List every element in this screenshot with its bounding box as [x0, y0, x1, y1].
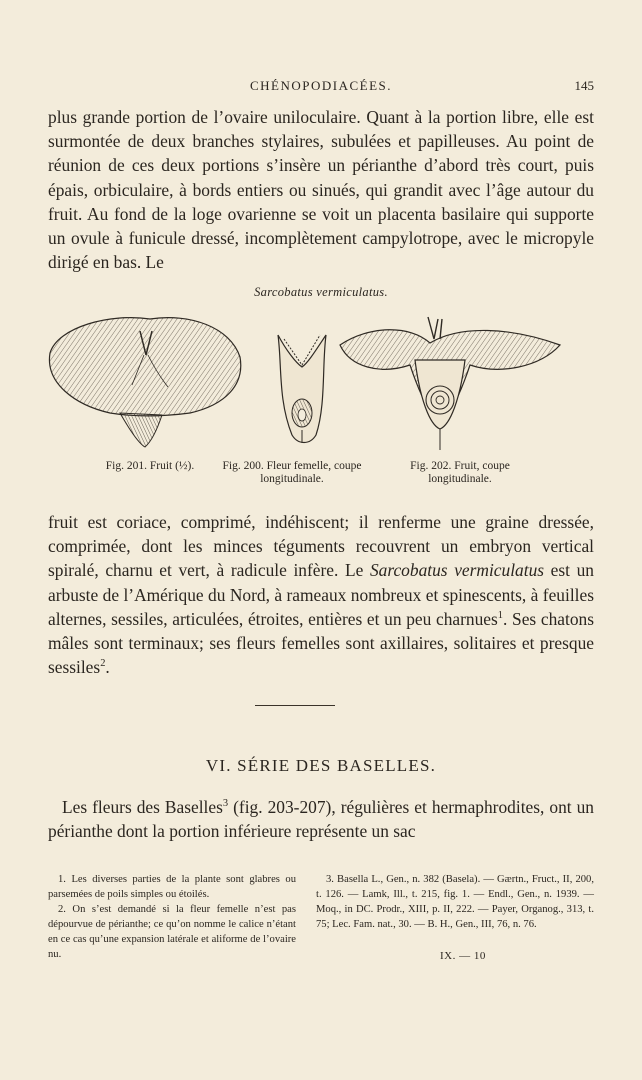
paragraph-3-part-a: Les fleurs des Baselles: [62, 797, 223, 817]
paragraph-1: plus grande portion de l’ovaire uniloculaire. Quant à la portion libre, elle est surmontée de deux branches stylaires, subulées et papilleuses. Au point de réunion de ces deux portions s’insère un périanthe d’abord très court, puis épais, orbiculaire, à bords entiers ou sinués, qui grandit avec l’âge autour du fruit. Au fond de la loge ovarienne se voit un placenta basilaire qui supporte un ovule à funicule dressé, incomplètement campylotrope, avec le micropyle dirigé en bas. Le: [48, 107, 594, 273]
footnotes-left-column: [48, 872, 296, 962]
paragraph-2-part-c: . Ses chatons mâles sont terminaux; ses fleurs femelles sont axillaires, solitaires et presque sessiles: [48, 608, 594, 678]
paragraph-2-part-a: fruit est coriace, comprimé, indéhiscent; il renferme une graine dressée, comprimée, dont les minces téguments recouvrent un embryon vertical spiralé, charnu et vert, à radicule infère. Le: [48, 512, 594, 581]
section-divider: [255, 705, 335, 706]
species-caption: Sarcobatus vermiculatus.: [254, 285, 388, 299]
page-number: 145: [574, 78, 594, 93]
footnote-3: 3. Basella L., Gen., n. 382 (Basela). — Gærtn., Fruct., II, 200, t. 126. — Lamk, Ill., t. 215, fig. 1. — Endl., Gen., n. 1939. — Moq., in DC. Prodr., XIII, p. II, 222. — Payer, Organog., 313, t. 75; Lec. Fam. nat., 30. — B. H., Gen., III, 76, n. 76.: [316, 874, 594, 930]
paragraph-3: [48, 795, 594, 843]
caption-fig-202: Fig. 202. Fruit, coupe longitudinale.: [410, 460, 510, 485]
botanical-figure: [40, 305, 602, 455]
fig-202-fruit-section-drawing: [340, 317, 560, 450]
fig-200-flower-drawing: [278, 335, 326, 443]
section-title: VI. SÉRIE DES BASELLES.: [205, 756, 437, 775]
footnote-ref-3: 3: [222, 798, 229, 810]
fig-201-fruit-drawing: [49, 318, 240, 447]
caption-fig-200: Fig. 200. Fleur femelle, coupe longitudinale.: [222, 460, 362, 485]
footnote-ref-2: 2: [100, 658, 106, 670]
paragraph-2-part-b: est un arbuste de l’Amérique du Nord, à rameaux nombreux et spinescents, à feuilles alternes, sessiles, articulées, étroites, entières et un peu charnues: [48, 560, 594, 629]
running-head: [48, 78, 594, 98]
footnotes-right-column: [316, 872, 594, 932]
paragraph-2: [48, 510, 594, 679]
species-name: Sarcobatus vermiculatus: [369, 560, 545, 581]
footnote-1: 1. Les diverses parties de la plante sont glabres ou parsemées de poils simples ou étoilés.: [48, 874, 296, 900]
paragraph-2-part-d: .: [105, 657, 110, 678]
paragraph-3-part-b: (fig. 203-207), régulières et hermaphrodites, ont un périanthe dont la portion inférieure représente un sac: [48, 797, 594, 842]
caption-fig-201: Fig. 201. Fruit (½).: [105, 460, 195, 472]
signature-mark: IX. — 10: [440, 950, 486, 962]
footnote-ref-1: 1: [497, 610, 504, 622]
footnote-2: 2. On s’est demandé si la fleur femelle n’est pas dépourvue de périanthe; ce qu’on nomme le calice n’étant en ce cas qu’une expansion latérale et aliforme de l’ovaire nu.: [48, 904, 296, 960]
running-title: CHÉNOPODIACÉES.: [249, 78, 393, 93]
